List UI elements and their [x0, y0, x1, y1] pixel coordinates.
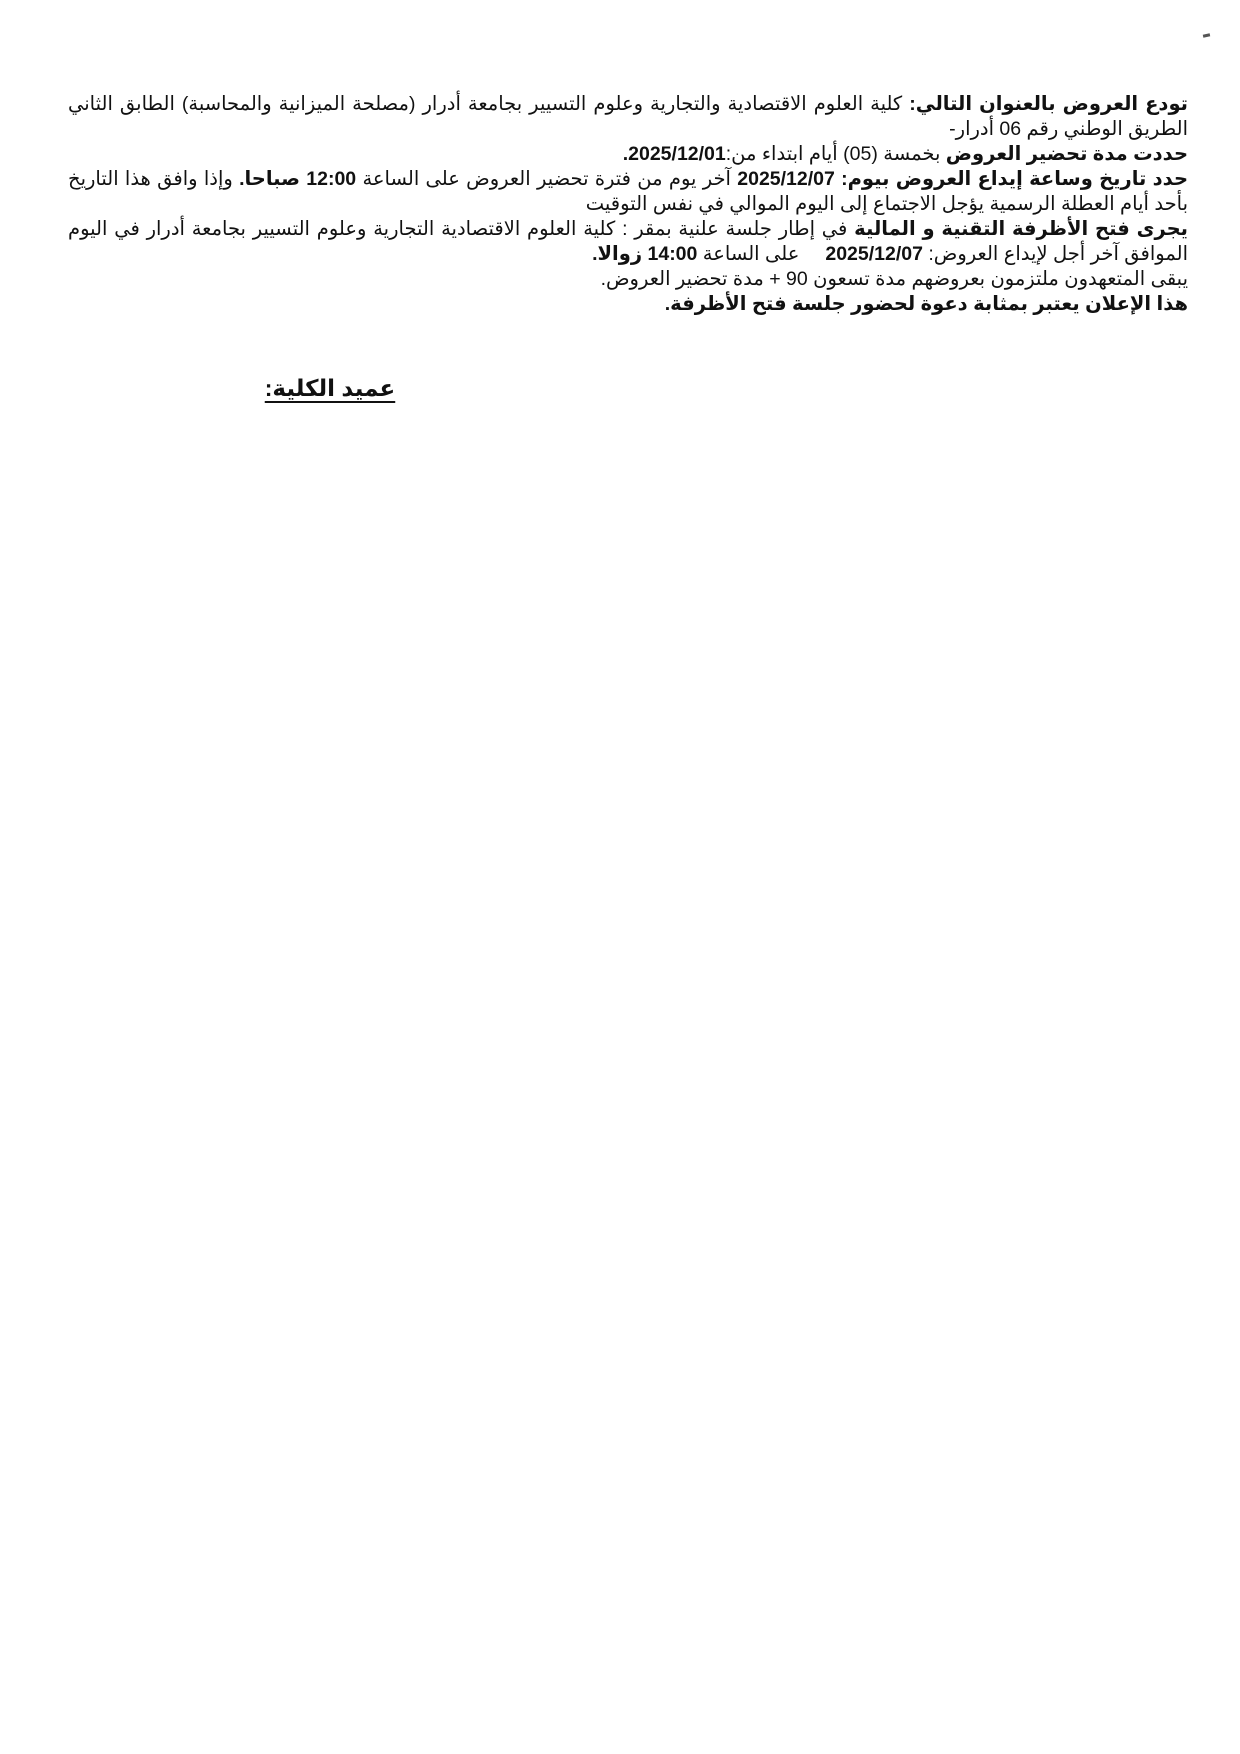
notice-body	[68, 92, 1188, 317]
opening-time: 14:00 زوالا.	[592, 243, 698, 265]
opening-text: في إطار جلسة علنية بمقر : كلية العلوم الاقتصادية التجارية وعلوم التسيير بجامعة أدرار في اليوم الموافق آخر أجل لإيداع العروض:	[68, 218, 1188, 265]
deposit-text: آخر يوم من فترة تحضير العروض على الساعة	[356, 168, 738, 190]
invitation-paragraph: هذا الإعلان يعتبر بمثابة دعوة لحضور جلسة فتح الأظرفة.	[664, 293, 1188, 315]
prep-period-text: بخمسة (05) أيام ابتداء من:	[725, 143, 946, 165]
address-lead: تودع العروض بالعنوان التالي:	[909, 93, 1188, 115]
dean-signature-label: عميد الكلية:	[264, 375, 396, 401]
prep-period-paragraph	[68, 142, 1188, 167]
validity-paragraph: يبقى المتعهدون ملتزمون بعروضهم مدة تسعون 90 + مدة تحضير العروض.	[600, 268, 1188, 290]
prep-period-date: 2025/12/01.	[622, 143, 726, 165]
opening-hour-label: على الساعة	[697, 243, 800, 265]
opening-lead: يجرى فتح الأظرفة التقنية و المالية	[854, 218, 1189, 240]
opening-date: 2025/12/07	[825, 243, 923, 265]
address-paragraph	[68, 92, 1188, 142]
deposit-time: 12:00 صباحا.	[239, 168, 357, 190]
address-text: كلية العلوم الاقتصادية والتجارية وعلوم التسيير بجامعة أدرار (مصلحة الميزانية والمحاسبة) الطابق الثاني الطريق الوطني رقم 06 أدرار-	[68, 93, 1188, 140]
deposit-lead: حدد تاريخ وساعة إيداع العروض بيوم: 2025/12/07	[737, 168, 1188, 190]
opening-paragraph	[68, 217, 1188, 267]
scan-mark	[1203, 33, 1210, 37]
deposit-paragraph	[68, 167, 1188, 217]
prep-period-lead: حددت مدة تحضير العروض	[945, 143, 1188, 165]
deposit-tail: وإذا وافق هذا التاريخ بأحد أيام العطلة الرسمية يؤجل الاجتماع إلى اليوم الموالي في نفس التوقيت	[68, 168, 1188, 215]
